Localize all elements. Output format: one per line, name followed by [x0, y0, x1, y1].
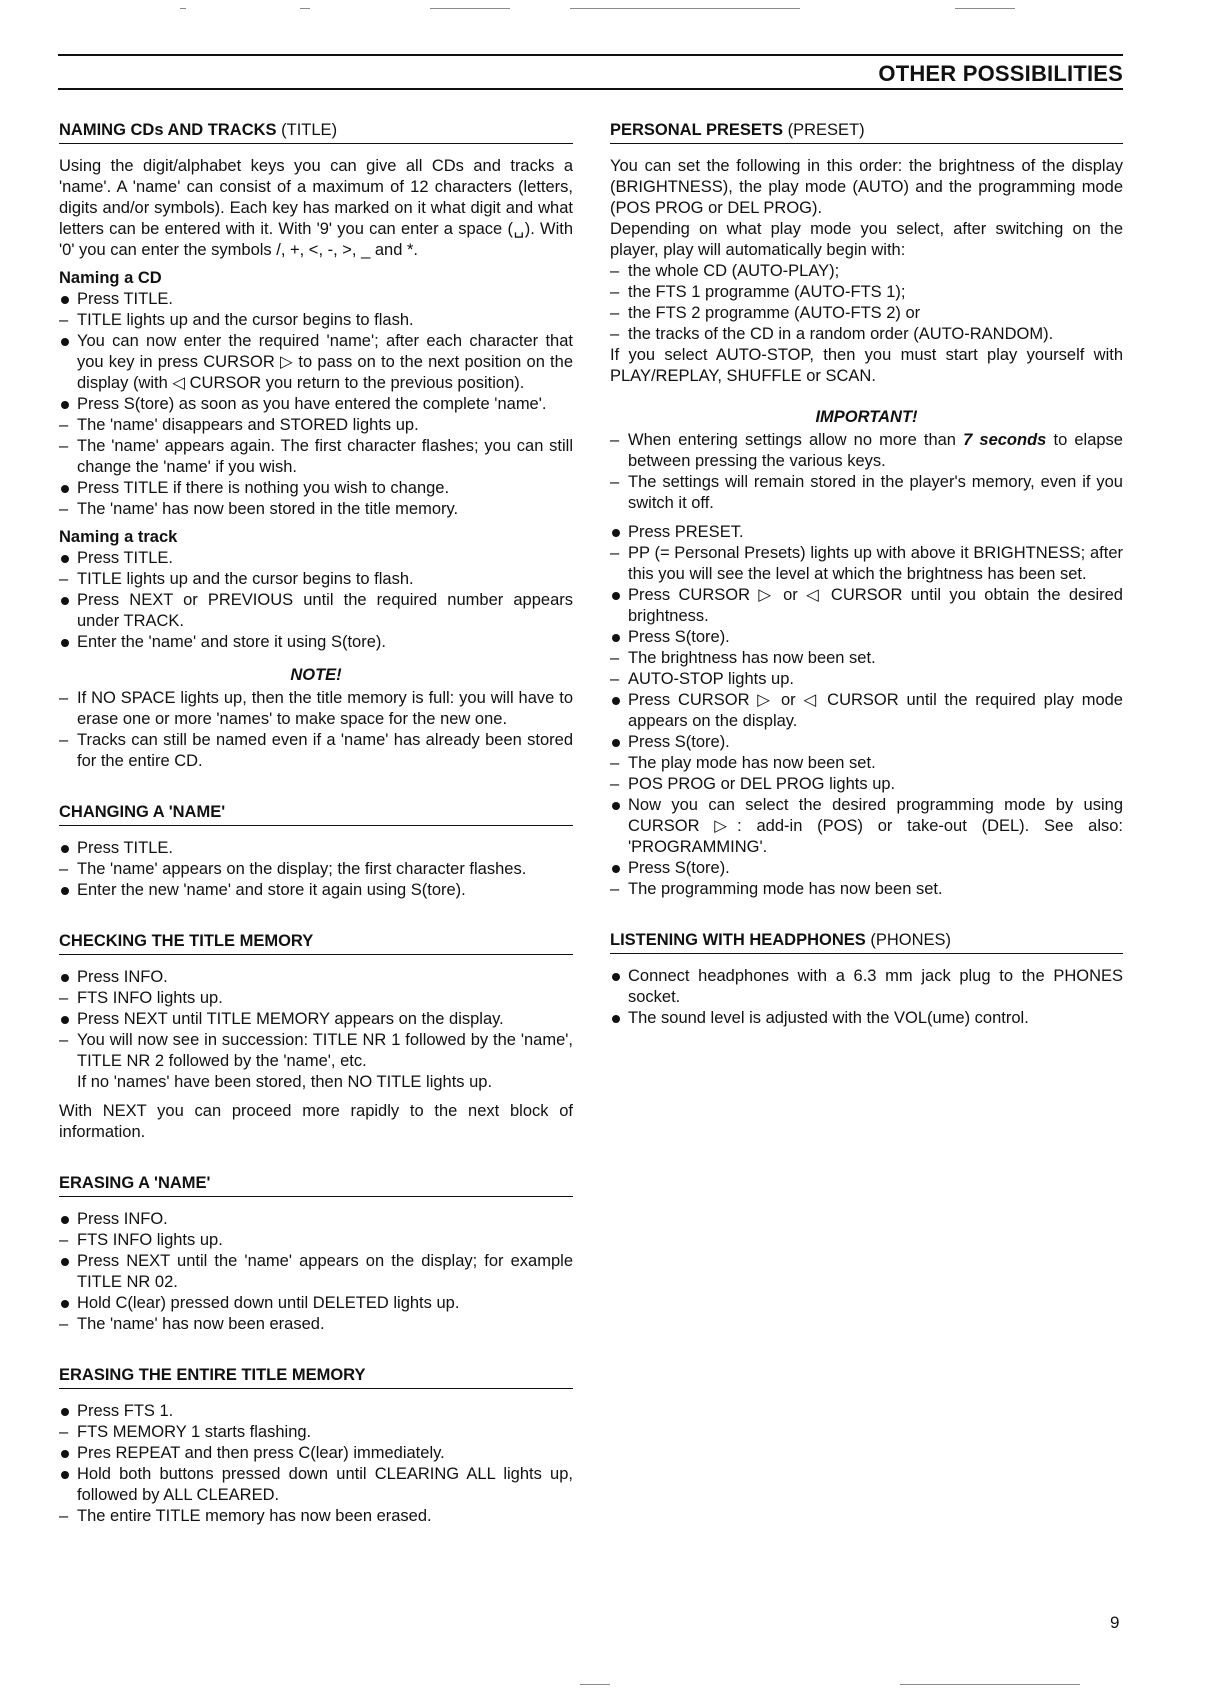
presets-modes-list: [610, 261, 1123, 345]
section-presets: [610, 120, 1123, 900]
list-item: – The 'name' appears again. The first character flashes; you can still change the 'name' if you wish.: [59, 436, 573, 478]
list-item: Pres REPEAT and then press C(lear) immediately.: [59, 1443, 573, 1464]
list-item: – The 'name' appears on the display; the first character flashes.: [59, 859, 573, 880]
important-title: IMPORTANT!: [815, 408, 918, 426]
list-item: – The entire TITLE memory has now been erased.: [59, 1506, 573, 1527]
section-title-erasing: ERASING A 'NAME': [59, 1173, 573, 1197]
list-item: – The programming mode has now been set.: [610, 879, 1123, 900]
checking-footer: With NEXT you can proceed more rapidly to the next block of information.: [59, 1102, 573, 1141]
right-column: [610, 120, 1123, 1059]
headphones-list: [610, 966, 1123, 1029]
list-item: – AUTO-STOP lights up.: [610, 669, 1123, 690]
top-rule: [58, 54, 1123, 56]
list-item: – FTS INFO lights up.: [59, 1230, 573, 1251]
naming-track-list: [59, 548, 573, 653]
section-changing: [59, 802, 573, 901]
list-item: – The 'name' disappears and STORED lights up.: [59, 415, 573, 436]
list-item: Press S(tore).: [610, 627, 1123, 648]
list-item: – You will now see in succession: TITLE NR 1 followed by the 'name', TITLE NR 2 followed by the 'name', etc.: [59, 1030, 573, 1072]
list-item: – Tracks can still be named even if a 'name' has already been stored for the entire CD.: [59, 730, 573, 772]
section-erasing: [59, 1173, 573, 1335]
list-item: – FTS MEMORY 1 starts flashing.: [59, 1422, 573, 1443]
checking-list: [59, 967, 573, 1093]
list-item: – The brightness has now been set.: [610, 648, 1123, 669]
list-item: – TITLE lights up and the cursor begins to flash.: [59, 569, 573, 590]
list-item: Press TITLE.: [59, 838, 573, 859]
list-item: Enter the new 'name' and store it again using S(tore).: [59, 880, 573, 901]
list-item: – The play mode has now been set.: [610, 753, 1123, 774]
section-title-headphones: LISTENING WITH HEADPHONES (PHONES): [610, 930, 1123, 954]
presets-intro-2: Depending on what play mode you select, after switching on the player, play will automatically begin with:: [610, 220, 1123, 259]
list-item: Press NEXT until the 'name' appears on the display; for example TITLE NR 02.: [59, 1251, 573, 1293]
presets-autostop: If you select AUTO-STOP, then you must start play yourself with PLAY/REPLAY, SHUFFLE or SCAN.: [610, 346, 1123, 385]
list-item: – TITLE lights up and the cursor begins to flash.: [59, 310, 573, 331]
left-column: [59, 120, 573, 1557]
list-item: Hold C(lear) pressed down until DELETED lights up.: [59, 1293, 573, 1314]
section-checking: [59, 931, 573, 1143]
list-item: Press NEXT until TITLE MEMORY appears on the display.: [59, 1009, 573, 1030]
list-item: Press TITLE if there is nothing you wish to change.: [59, 478, 573, 499]
list-item: Press FTS 1.: [59, 1401, 573, 1422]
list-item: Press NEXT or PREVIOUS until the required number appears under TRACK.: [59, 590, 573, 632]
changing-list: [59, 838, 573, 901]
list-item: – the FTS 2 programme (AUTO-FTS 2) or: [610, 303, 1123, 324]
note-list: [59, 688, 573, 772]
section-erasing-all: [59, 1365, 573, 1527]
section-title-changing: CHANGING A 'NAME': [59, 802, 573, 826]
list-item: – When entering settings allow no more than 7 seconds to elapse between pressing the various keys.: [610, 430, 1123, 472]
naming-cd-list: [59, 289, 573, 520]
list-item: – The 'name' has now been stored in the title memory.: [59, 499, 573, 520]
list-item: Press CURSOR ▷ or ◁ CURSOR until the required play mode appears on the display.: [610, 690, 1123, 732]
section-title-checking: CHECKING THE TITLE MEMORY: [59, 931, 573, 955]
list-item: – POS PROG or DEL PROG lights up.: [610, 774, 1123, 795]
list-item: – the whole CD (AUTO-PLAY);: [610, 261, 1123, 282]
list-item: Press S(tore) as soon as you have entered the complete 'name'.: [59, 394, 573, 415]
list-item: Press S(tore).: [610, 732, 1123, 753]
list-item: – the tracks of the CD in a random order (AUTO-RANDOM).: [610, 324, 1123, 345]
note-title: NOTE!: [290, 666, 342, 684]
naming-intro: Using the digit/alphabet keys you can give all CDs and tracks a 'name'. A 'name' can consist of a maximum of 12 characters (letters, digits and/or symbols). Each key has marked on it what digit and what letters can be entered with it. With '9' you can enter a space (␣). With '0' you can enter the symbols /, +, <, -, >, _ and *.: [59, 157, 573, 259]
important-list: [610, 430, 1123, 514]
list-item: Hold both buttons pressed down until CLEARING ALL lights up, followed by ALL CLEARED.: [59, 1464, 573, 1506]
list-item: Press INFO.: [59, 1209, 573, 1230]
list-item: Press TITLE.: [59, 289, 573, 310]
section-headphones: [610, 930, 1123, 1029]
list-item: You can now enter the required 'name'; after each character that you key in press CURSOR ▷ to pass on to the next position on the display (with ◁ CURSOR you return to the previous position).: [59, 331, 573, 394]
subtitle-naming-track: Naming a track: [59, 528, 178, 546]
section-naming: [59, 120, 573, 772]
page-title: OTHER POSSIBILITIES: [878, 61, 1123, 86]
list-item: Now you can select the desired programming mode by using CURSOR ▷: add-in (POS) or take-out (DEL). See also: 'PROGRAMMING'.: [610, 795, 1123, 858]
list-item: Press INFO.: [59, 967, 573, 988]
erasing-list: [59, 1209, 573, 1335]
list-item: – The settings will remain stored in the player's memory, even if you switch it off.: [610, 472, 1123, 514]
list-item: – PP (= Personal Presets) lights up with above it BRIGHTNESS; after this you will see the level at which the brightness has been set.: [610, 543, 1123, 585]
header-rule: [58, 88, 1123, 90]
list-item: – the FTS 1 programme (AUTO-FTS 1);: [610, 282, 1123, 303]
section-title-erasing-all: ERASING THE ENTIRE TITLE MEMORY: [59, 1365, 573, 1389]
list-item: Enter the 'name' and store it using S(tore).: [59, 632, 573, 653]
list-item: Press TITLE.: [59, 548, 573, 569]
list-item: The sound level is adjusted with the VOL(ume) control.: [610, 1008, 1123, 1029]
list-item: Connect headphones with a 6.3 mm jack plug to the PHONES socket.: [610, 966, 1123, 1008]
list-item: – If NO SPACE lights up, then the title memory is full: you will have to erase one or more 'names' to make space for the new one.: [59, 688, 573, 730]
list-item: – FTS INFO lights up.: [59, 988, 573, 1009]
list-item: Press PRESET.: [610, 522, 1123, 543]
erasing-all-list: [59, 1401, 573, 1527]
list-item: Press S(tore).: [610, 858, 1123, 879]
presets-intro-1: You can set the following in this order: the brightness of the display (BRIGHTNESS), the play mode (AUTO) and the programming mode (POS PROG or DEL PROG).: [610, 157, 1123, 217]
section-title-naming: NAMING CDs AND TRACKS (TITLE): [59, 120, 573, 144]
subtitle-naming-cd: Naming a CD: [59, 269, 162, 287]
list-item: – The 'name' has now been erased.: [59, 1314, 573, 1335]
list-item: Press CURSOR ▷ or ◁ CURSOR until you obtain the desired brightness.: [610, 585, 1123, 627]
section-title-presets: PERSONAL PRESETS (PRESET): [610, 120, 1123, 144]
presets-steps-list: [610, 522, 1123, 900]
list-item: If no 'names' have been stored, then NO TITLE lights up.: [77, 1073, 493, 1091]
page-number: 9: [1110, 1613, 1120, 1632]
